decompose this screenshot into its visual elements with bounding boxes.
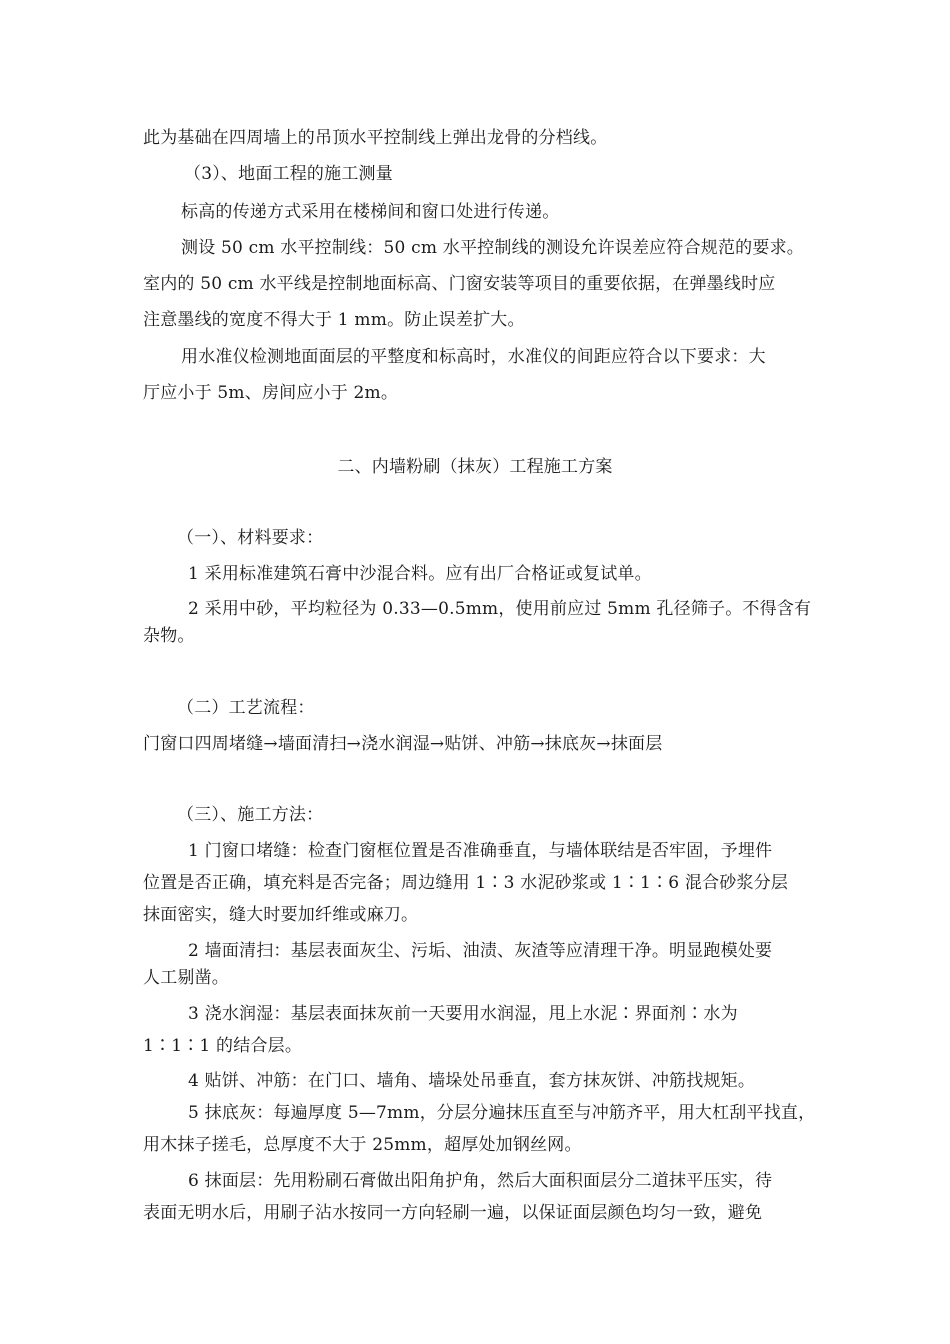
paragraph-line: 厅应小于 5m、房间应小于 2m。 [143, 383, 399, 403]
list-item: 3 浇水润湿：基层表面抹灰前一天要用水润湿，甩上水泥∶界面剂∶水为 [188, 1004, 738, 1024]
paragraph-line: 用水准仪检测地面面层的平整度和标高时，水准仪的间距应符合以下要求：大 [181, 347, 766, 367]
paragraph-line: 位置是否正确，填充料是否完备；周边缝用 1∶3 水泥砂浆或 1∶1∶6 混合砂浆分层 [143, 873, 789, 893]
paragraph-line: 注意墨线的宽度不得大于 1 mm。防止误差扩大。 [143, 310, 525, 330]
subsection-heading: （3）、地面工程的施工测量 [184, 164, 393, 184]
process-flow: 门窗口四周堵缝→墙面清扫→浇水润湿→贴饼、冲筋→抹底灰→抹面层 [143, 734, 663, 754]
paragraph-line: 表面无明水后，用刷子沾水按同一方向轻刷一遍，以保证面层颜色均匀一致，避免 [143, 1203, 763, 1223]
list-item: 2 采用中砂，平均粒径为 0.33—0.5mm，使用前应过 5mm 孔径筛子。不得含有 [188, 599, 812, 619]
paragraph-line: 用木抹子搓毛，总厚度不大于 25mm，超厚处加钢丝网。 [143, 1135, 582, 1155]
paragraph-line: 测设 50 cm 水平控制线：50 cm 水平控制线的测设允许误差应符合规范的要求。 [181, 238, 804, 258]
subsection-heading: （二）工艺流程： [177, 698, 315, 718]
paragraph-line: 此为基础在四周墙上的吊顶水平控制线上弹出龙骨的分档线。 [143, 128, 608, 148]
list-item: 5 抹底灰：每遍厚度 5—7mm，分层分遍抹压直至与冲筋齐平，用大杠刮平找直， [188, 1103, 816, 1123]
paragraph-line: 人工剔凿。 [143, 968, 229, 988]
subsection-heading: （一）、材料要求： [177, 528, 324, 548]
paragraph-line: 室内的 50 cm 水平线是控制地面标高、门窗安装等项目的重要依据，在弹墨线时应 [143, 274, 776, 294]
paragraph-line: 标高的传递方式采用在楼梯间和窗口处进行传递。 [181, 202, 560, 222]
paragraph-line: 抹面密实，缝大时要加纤维或麻刀。 [143, 905, 419, 925]
list-item: 1 门窗口堵缝：检查门窗框位置是否准确垂直，与墙体联结是否牢固，予埋件 [188, 841, 773, 861]
subsection-heading: （三）、施工方法： [177, 805, 324, 825]
list-item: 4 贴饼、冲筋：在门口、墙角、墙垛处吊垂直，套方抹灰饼、冲筋找规矩。 [188, 1071, 756, 1091]
paragraph-line: 1∶1∶1 的结合层。 [143, 1036, 303, 1056]
section-title: 二、内墙粉刷（抹灰）工程施工方案 [337, 457, 613, 477]
paragraph-line: 杂物。 [143, 626, 195, 646]
list-item: 6 抹面层：先用粉刷石膏做出阳角护角，然后大面积面层分二道抹平压实，待 [188, 1171, 773, 1191]
list-item: 1 采用标准建筑石膏中沙混合料。应有出厂合格证或复试单。 [188, 564, 652, 584]
list-item: 2 墙面清扫：基层表面灰尘、污垢、油渍、灰渣等应清理干净。明显跑模处要 [188, 941, 773, 961]
